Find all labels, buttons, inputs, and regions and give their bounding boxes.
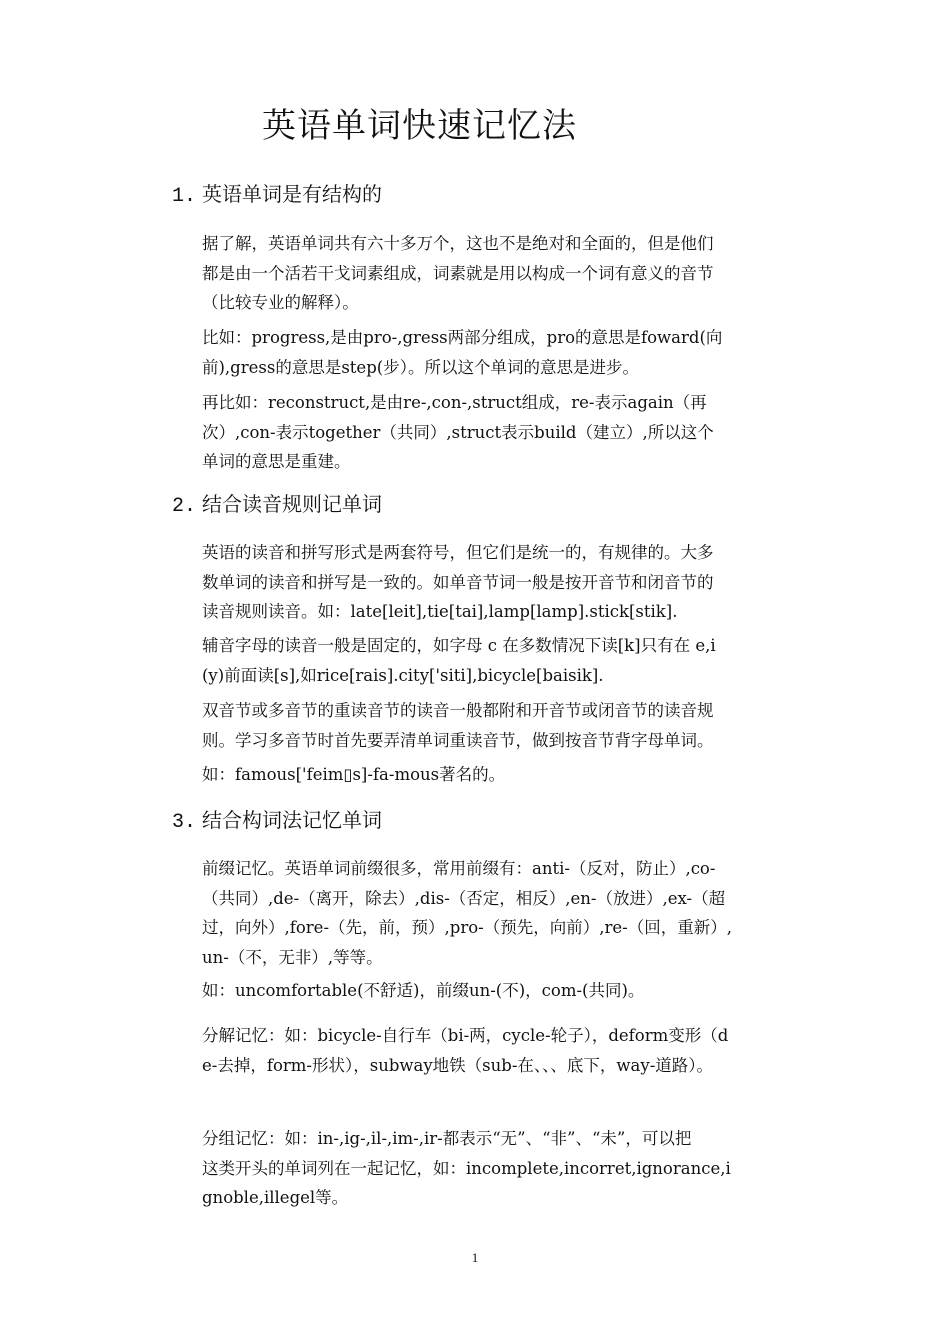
paragraph [202, 631, 810, 690]
text-line: 这类开头的单词列在一起记忆，如：incomplete,incorret,ignorance,i [202, 1158, 731, 1178]
section-1-heading [172, 178, 382, 208]
paragraph [202, 854, 810, 972]
text-line: 则。学习多音节时首先要弄清单词重读音节，做到按音节背字母单词。 [202, 730, 714, 750]
section-number: 1. [172, 185, 197, 208]
paragraph [202, 323, 810, 382]
text-line: 数单词的读音和拼写是一致的。如单音节词一般是按开音节和闭音节的 [202, 572, 714, 592]
text-line: 前),gress的意思是step(步）。所以这个单词的意思是进步。 [202, 357, 639, 377]
text-line: 英语的读音和拼写形式是两套符号，但它们是统一的，有规律的。大多 [202, 543, 714, 562]
text-line: e-去掉，form-形状），subway地铁（sub-在、、、底下，way-道路）。 [202, 1055, 714, 1075]
text-line: 据了解，英语单词共有六十多万个，这也不是绝对和全面的，但是他们 [202, 234, 714, 253]
text-line: 分组记忆：如：in-,ig-,il-,im-,ir-都表示“无”、“非”、“未”，可以把 [202, 1129, 692, 1148]
text-line: un-（不，无非）,等等。 [202, 947, 383, 967]
text-line: 再比如：reconstruct,是由re-,con-,struct组成，re-表示again（再 [202, 393, 707, 412]
text-line: 读音规则读音。如：late[leit],tie[tai],lamp[lamp].stick[stik]. [202, 602, 678, 621]
paragraph [202, 976, 810, 1006]
text-line: 如：uncomfortable(不舒适)，前缀un-(不)，com-(共同)。 [202, 981, 645, 1000]
section-2-heading [172, 488, 382, 518]
text-line: （共同）,de-（离开，除去）,dis-（否定，相反）,en-（放进）,ex-（超 [202, 888, 726, 908]
text-line: (y)前面读[s],如rice[rais].city['siti],bicycle[baisik]. [202, 665, 604, 685]
paragraph [202, 1021, 810, 1080]
text-line: 比如：progress,是由pro-,gress两部分组成，pro的意思是foward(向 [202, 328, 723, 347]
text-line: 过，向外）,fore-（先，前，预）,pro-（预先，向前）,re-（回，重新）, [202, 918, 732, 937]
paragraph [202, 229, 810, 318]
text-line: 都是由一个活若干戈词素组成，词素就是用以构成一个词有意义的音节 [202, 263, 714, 283]
text-line: 分解记忆：如：bicycle-自行车（bi-两，cycle-轮子），deform变形（d [202, 1026, 729, 1045]
page-number: 1 [471, 1250, 479, 1265]
text-line: 辅音字母的读音一般是固定的，如字母 c 在多数情况下读[k]只有在 e,i [202, 636, 716, 655]
section-title: 结合读音规则记单词 [202, 492, 383, 516]
section-number: 2. [172, 495, 197, 518]
text-line: gnoble,illegel等。 [202, 1188, 349, 1207]
text-line: 双音节或多音节的重读音节的读音一般都附和开音节或闭音节的读音规 [202, 701, 714, 720]
paragraph [202, 760, 810, 790]
paragraph [202, 1124, 810, 1213]
paragraph [202, 538, 810, 627]
paragraph [202, 388, 810, 477]
text-line: 如：famous['feim▯s]-fa-mous著名的。 [202, 765, 506, 784]
document-title: 英语单词快速记忆法 [262, 106, 577, 146]
section-3-heading [172, 804, 382, 834]
paragraph [202, 696, 810, 755]
text-line: 单词的意思是重建。 [202, 452, 351, 471]
section-title: 英语单词是有结构的 [202, 182, 383, 206]
section-title: 结合构词法记忆单词 [202, 808, 383, 832]
section-number: 3. [172, 811, 197, 834]
text-line: 前缀记忆。英语单词前缀很多，常用前缀有：anti-（反对，防止）,co- [202, 859, 716, 878]
text-line: （比较专业的解释）。 [202, 293, 359, 312]
text-line: 次）,con-表示together（共同）,struct表示build（建立）,所以这个 [202, 422, 714, 442]
